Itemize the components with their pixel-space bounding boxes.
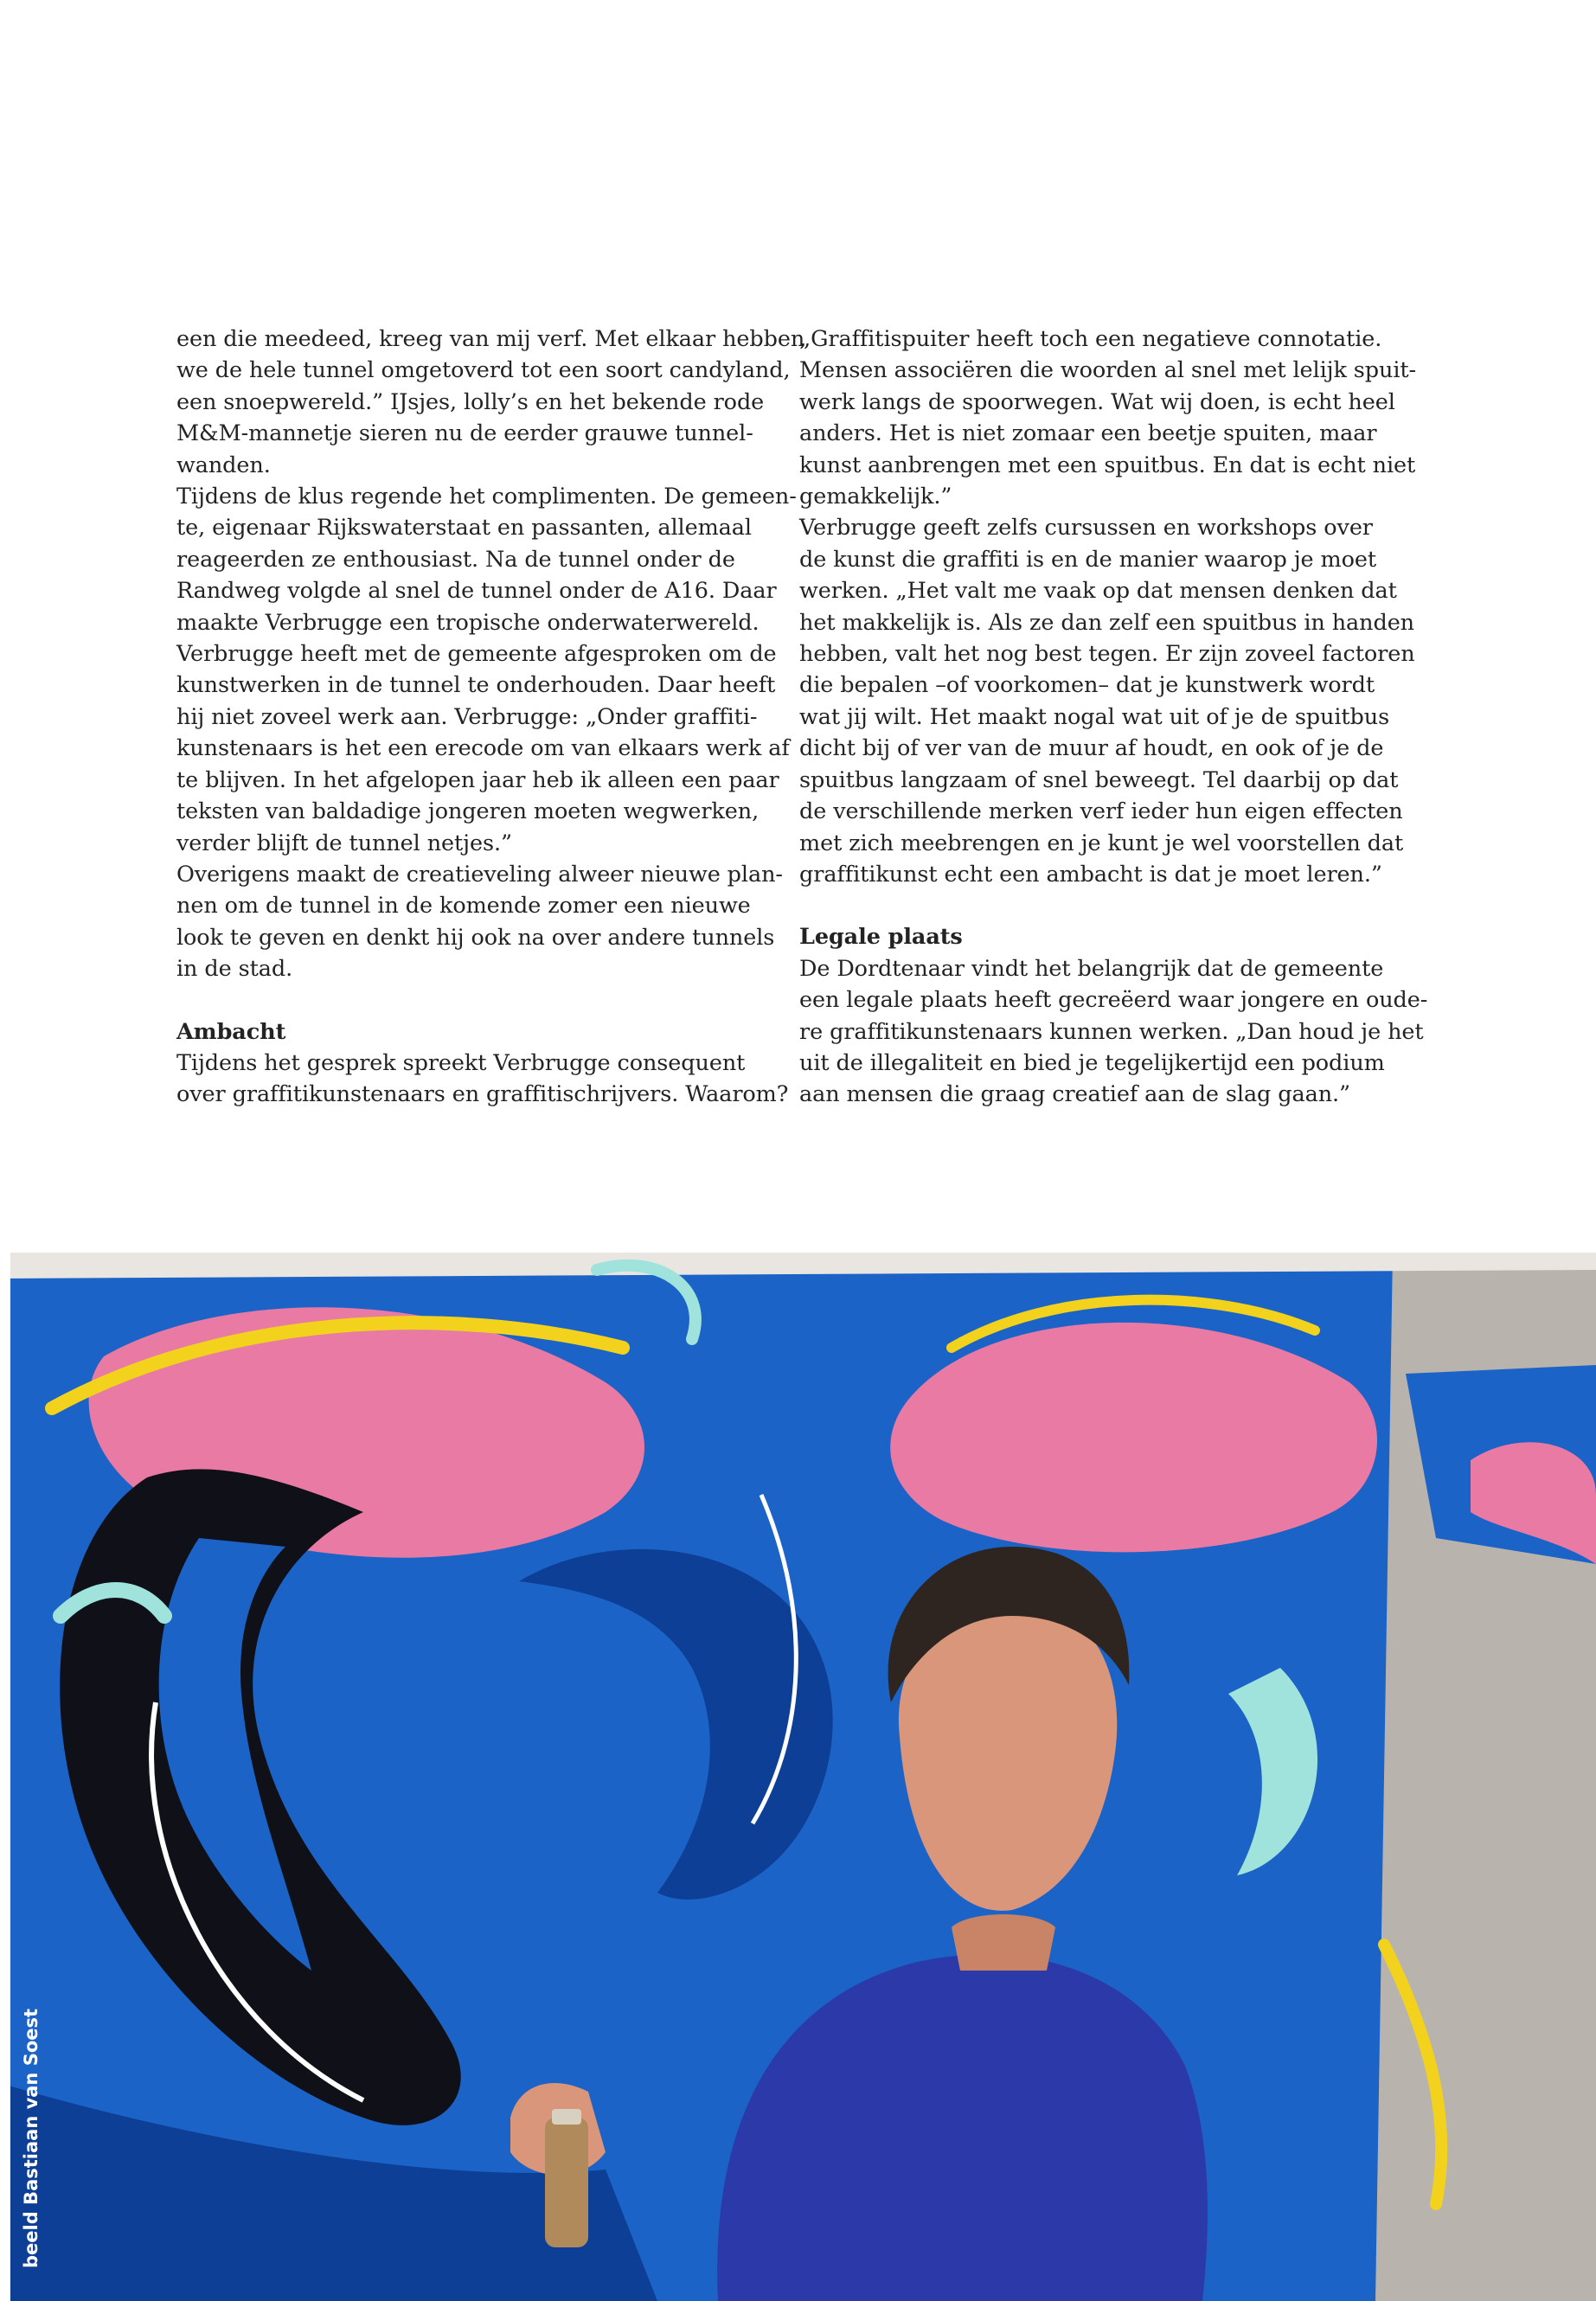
text-line: verder blijft de tunnel netjes.” (176, 830, 512, 856)
text-line: Verbrugge geeft zelfs cursussen en workshops over (799, 515, 1373, 542)
text-line: kunstwerken in de tunnel te onderhouden. Daar heeft (176, 672, 776, 699)
paragraph (176, 859, 783, 985)
photo-credit-text: beeld Bastiaan van Soest (21, 2008, 42, 2268)
text-line: met zich meebrengen en je kunt je wel voorstellen dat (799, 830, 1404, 856)
paragraph (799, 953, 1428, 1111)
text-line: werken. „Het valt me vaak op dat mensen denken dat (799, 578, 1397, 605)
text-line: de kunst die graffiti is en de manier waarop je moet (799, 546, 1377, 573)
text-line: dicht bij of ver van de muur af houdt, en ook of je de (799, 735, 1384, 762)
text-line: look te geven en denkt hij ook na over andere tunnels (176, 924, 775, 951)
text-line: die bepalen –of voorkomen– dat je kunstwerk wordt (799, 672, 1375, 699)
text-line: teksten van baldadige jongeren moeten wegwerken, (176, 798, 760, 825)
left-edge (0, 1253, 10, 2301)
text-line: wat jij wilt. Het maakt nogal wat uit of je de spuitbus (799, 703, 1390, 730)
text-line: hij niet zoveel werk aan. Verbrugge: „Onder graffiti- (176, 703, 758, 730)
spray-can (545, 2118, 588, 2247)
spray-can-cap (552, 2109, 581, 2125)
text-line: kunstenaars is het een erecode om van elkaars werk af (176, 735, 790, 762)
text-line: uit de illegaliteit en bied je tegelijkertijd een podium (799, 1049, 1385, 1076)
text-line: Mensen associëren die woorden al snel met lelijk spuit- (799, 357, 1417, 384)
text-line: hebben, valt het nog best tegen. Er zijn zoveel factoren (799, 641, 1415, 668)
article-column-left (176, 324, 805, 1111)
text-line: te blijven. In het afgelopen jaar heb ik alleen een paar (176, 766, 779, 793)
paragraph (799, 324, 1417, 512)
text-line: over graffitikunstenaars en graffitischrijvers. Waarom? (176, 1081, 789, 1108)
text-line: Tijdens de klus regende het complimenten. De gemeen- (176, 484, 797, 510)
article-column-right (799, 324, 1428, 1111)
text-line: een legale plaats heeft gecreëerd waar jongere en oude- (799, 987, 1428, 1014)
text-line: anders. Het is niet zomaar een beetje spuiten, maar (799, 420, 1377, 447)
graffiti-photo (0, 1253, 1596, 2301)
text-line: nen om de tunnel in de komende zomer een nieuwe (176, 893, 751, 920)
text-line: re graffitikunstenaars kunnen werken. „Dan houd je het (799, 1018, 1424, 1045)
text-line: een die meedeed, kreeg van mij verf. Met elkaar hebben (176, 326, 805, 352)
paragraph (176, 1048, 789, 1111)
text-line: gemakkelijk.” (799, 484, 952, 510)
paragraph (176, 481, 797, 638)
text-line: graffitikunst echt een ambacht is dat je moet leren.” (799, 861, 1382, 888)
person-neck (952, 1914, 1055, 1971)
text-line: reageerden ze enthousiast. Na de tunnel onder de (176, 546, 735, 573)
text-line: aan mensen die graag creatief aan de slag gaan.” (799, 1081, 1350, 1108)
paragraph (799, 512, 1415, 890)
text-line: werk langs de spoorwegen. Wat wij doen, is echt heel (799, 388, 1395, 415)
text-line: Randweg volgde al snel de tunnel onder de A16. Daar (176, 578, 777, 605)
text-line: een snoepwereld.” IJsjes, lolly’s en het bekende rode (176, 388, 765, 415)
text-line: wanden. (176, 452, 271, 478)
graffiti-photo-illustration (0, 1253, 1596, 2301)
text-line: Tijdens het gesprek spreekt Verbrugge consequent (176, 1049, 746, 1076)
text-line: M&M-mannetje sieren nu de eerder grauwe tunnel- (176, 420, 753, 447)
paragraph (176, 324, 805, 481)
text-line: kunst aanbrengen met een spuitbus. En dat is echt niet (799, 452, 1416, 478)
text-line: in de stad. (176, 956, 293, 983)
text-line: Verbrugge heeft met de gemeente afgesproken om de (176, 641, 777, 668)
text-line: de verschillende merken verf ieder hun eigen effecten (799, 798, 1403, 825)
text-line: het makkelijk is. Als ze dan zelf een spuitbus in handen (799, 609, 1415, 636)
subheading: Legale plaats (799, 924, 963, 951)
text-line: te, eigenaar Rijkswaterstaat en passanten, allemaal (176, 515, 752, 542)
subheading: Ambacht (176, 1018, 286, 1045)
text-line: Overigens maakt de creatieveling alweer nieuwe plan- (176, 861, 783, 888)
text-line: spuitbus langzaam of snel beweegt. Tel daarbij op dat (799, 766, 1399, 793)
text-line: De Dordtenaar vindt het belangrijk dat de gemeente (799, 955, 1384, 982)
text-line: we de hele tunnel omgetoverd tot een soort candyland, (176, 357, 791, 384)
text-line: „Graffitispuiter heeft toch een negatieve connotatie. (799, 326, 1382, 352)
paragraph (176, 638, 790, 859)
text-line: maakte Verbrugge een tropische onderwaterwereld. (176, 609, 760, 636)
